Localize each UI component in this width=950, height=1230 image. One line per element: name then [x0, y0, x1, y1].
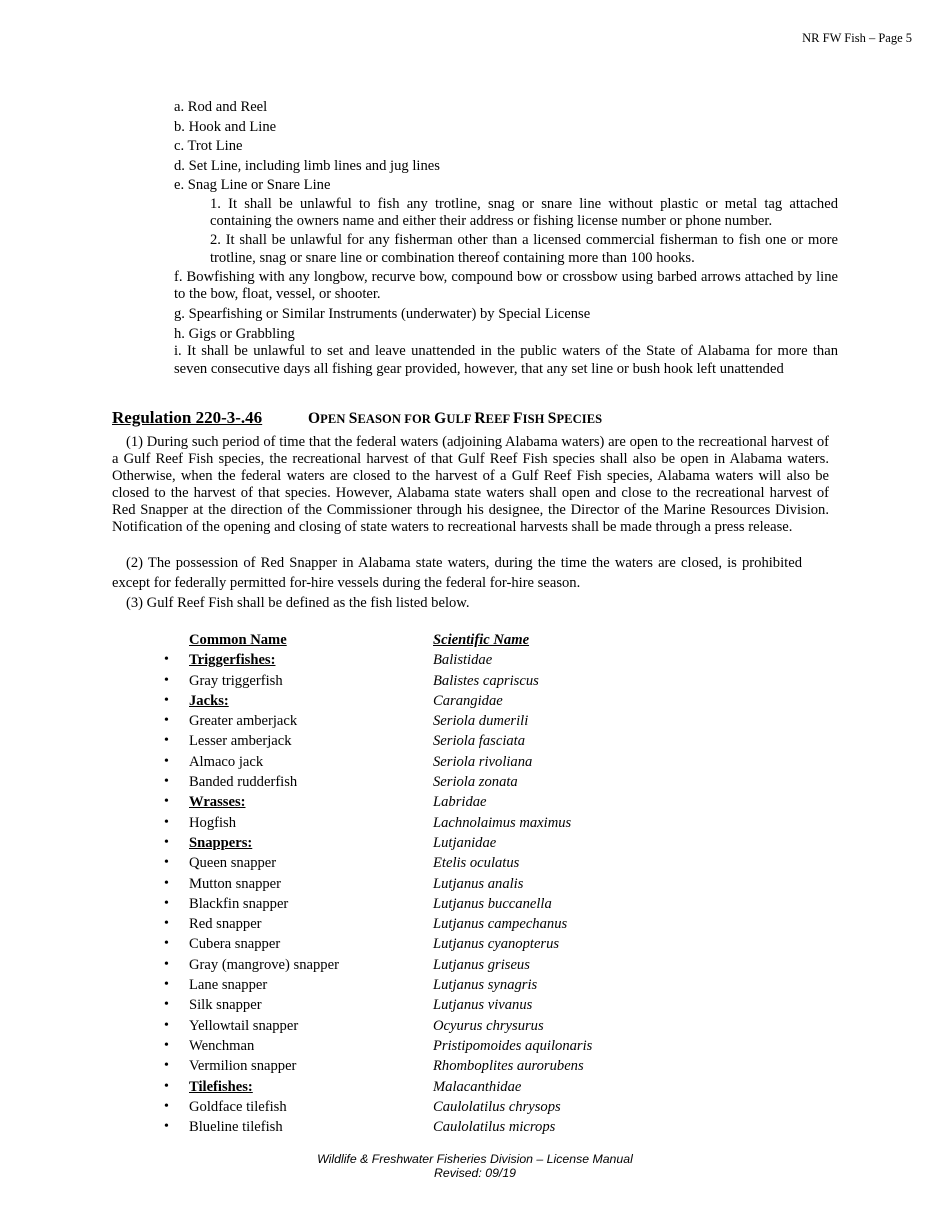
- scientific-name: Labridae: [433, 794, 487, 811]
- scientific-name: Lutjanus buccanella: [433, 895, 552, 912]
- scientific-name: Caulolatilus microps: [433, 1119, 556, 1136]
- column-header-scientific-name: Scientific Name: [433, 632, 530, 648]
- bullet-icon: •: [164, 997, 169, 1013]
- gear-item-a: a. Rod and Reel: [174, 99, 268, 115]
- common-name: Jacks:: [189, 692, 229, 709]
- species-row: [160, 956, 720, 976]
- species-table: [160, 631, 720, 1138]
- species-group-row: [160, 834, 720, 854]
- scientific-name: Lutjanus analis: [433, 875, 524, 892]
- bullet-icon: •: [164, 1058, 169, 1074]
- common-name: Wenchman: [189, 1037, 255, 1054]
- scientific-name: Seriola rivoliana: [433, 753, 533, 770]
- species-row: [160, 935, 720, 955]
- column-header-common-name: Common Name: [189, 632, 287, 648]
- common-name: Wrasses:: [189, 794, 246, 811]
- common-name: Cubera snapper: [189, 936, 281, 953]
- species-group-row: [160, 1078, 720, 1098]
- scientific-name: Lachnolaimus maximus: [433, 814, 572, 831]
- common-name: Red snapper: [189, 916, 262, 933]
- species-row: [160, 895, 720, 915]
- scientific-name: Ocyurus chrysurus: [433, 1017, 544, 1034]
- species-group-row: [160, 651, 720, 671]
- species-row: [160, 1017, 720, 1037]
- species-row: [160, 712, 720, 732]
- common-name: Greater amberjack: [189, 713, 298, 730]
- common-name: Lane snapper: [189, 977, 268, 994]
- common-name: Snappers:: [189, 834, 253, 851]
- common-name: Hogfish: [189, 814, 237, 831]
- common-name: Yellowtail snapper: [189, 1017, 299, 1034]
- common-name: Vermilion snapper: [189, 1058, 297, 1075]
- scientific-name: Balistidae: [433, 652, 493, 669]
- bullet-icon: •: [164, 936, 169, 952]
- scientific-name: Lutjanus cyanopterus: [433, 936, 560, 953]
- gear-item-e1: 1. It shall be unlawful to fish any trotline, snag or snare line without plastic or metal tag attached containing the owners name and either their address or fishing license number or phone number.: [210, 195, 838, 230]
- scientific-name: Pristipomoides aquilonaris: [433, 1037, 593, 1054]
- scientific-name: Seriola dumerili: [433, 713, 529, 730]
- species-row: [160, 1037, 720, 1057]
- common-name: Queen snapper: [189, 855, 277, 872]
- bullet-icon: •: [164, 875, 169, 891]
- species-row: [160, 915, 720, 935]
- gear-item-c: c. Trot Line: [174, 138, 243, 154]
- scientific-name: Etelis oculatus: [433, 855, 520, 872]
- bullet-icon: •: [164, 774, 169, 790]
- scientific-name: Seriola fasciata: [433, 733, 526, 750]
- species-group-row: [160, 793, 720, 813]
- gear-item-h: h. Gigs or Grabbling: [174, 325, 295, 342]
- scientific-name: Lutjanus vivanus: [433, 997, 533, 1014]
- species-row: [160, 1057, 720, 1077]
- footer-line-2: Revised: 09/19: [433, 1166, 517, 1180]
- species-row: [160, 753, 720, 773]
- common-name: Mutton snapper: [189, 875, 282, 892]
- species-row: [160, 996, 720, 1016]
- regulation-title: OPEN SEASON FOR GULF REEF FISH SPECIES: [308, 410, 603, 427]
- scientific-name: Lutjanidae: [433, 834, 497, 851]
- species-row: [160, 875, 720, 895]
- regulation-paragraph-3: (3) Gulf Reef Fish shall be defined as the fish listed below.: [126, 595, 470, 611]
- bullet-icon: •: [164, 713, 169, 729]
- species-row: [160, 814, 720, 834]
- scientific-name: Malacanthidae: [433, 1078, 522, 1095]
- species-group-row: [160, 692, 720, 712]
- common-name: Tilefishes:: [189, 1078, 253, 1095]
- gear-item-e: e. Snag Line or Snare Line: [174, 177, 331, 193]
- scientific-name: Rhomboplites aurorubens: [433, 1058, 584, 1075]
- bullet-icon: •: [164, 956, 169, 972]
- common-name: Almaco jack: [189, 753, 264, 770]
- scientific-name: Caulolatilus chrysops: [433, 1098, 561, 1115]
- species-row: [160, 672, 720, 692]
- common-name: Gray (mangrove) snapper: [189, 956, 339, 973]
- scientific-name: Lutjanus campechanus: [433, 916, 568, 933]
- footer-line-1: Wildlife & Freshwater Fisheries Division – License Manual: [317, 1152, 633, 1166]
- bullet-icon: •: [164, 753, 169, 769]
- species-row: [160, 854, 720, 874]
- bullet-icon: •: [164, 1078, 169, 1094]
- regulation-paragraph-1: (1) During such period of time that the federal waters (adjoining Alabama waters) are open to the recreational harvest of a Gulf Reef Fish species, the recreational harvest of that Gulf Reef Fish species shall also be open in Alabama waters. Otherwise, when the federal waters are closed to the harvest of a Gulf Reef Fish species, Alabama waters will also be closed to the harvest of that species. However, Alabama state waters shall open and close to the recreational harvest of Red Snapper at the direction of the Commissioner through his designee, the Director of the Marine Resources Division. Notification of the opening and closing of state waters to recreational harvests shall be made through a press release.: [112, 434, 829, 535]
- gear-item-i: i. It shall be unlawful to set and leave unattended in the public waters of the State of Alabama for more than seven consecutive days all fishing gear provided, however, that any set line or bush hook left unattended: [174, 342, 838, 377]
- bullet-icon: •: [164, 977, 169, 993]
- common-name: Lesser amberjack: [189, 733, 292, 750]
- species-row: [160, 773, 720, 793]
- common-name: Gray triggerfish: [189, 672, 283, 689]
- common-name: Blackfin snapper: [189, 895, 289, 912]
- gear-item-d: d. Set Line, including limb lines and jug lines: [174, 157, 440, 174]
- bullet-icon: •: [164, 652, 169, 668]
- species-row: [160, 732, 720, 752]
- regulation-paragraph-2: (2) The possession of Red Snapper in Alabama state waters, during the time the waters are closed, is prohibited except for federally permitted for-hire vessels during the federal for-hire season.: [112, 555, 802, 591]
- scientific-name: Carangidae: [433, 692, 503, 709]
- page-header: NR FW Fish – Page 5: [802, 31, 912, 45]
- bullet-icon: •: [164, 1017, 169, 1033]
- bullet-icon: •: [164, 794, 169, 810]
- gear-item-f: f. Bowfishing with any longbow, recurve bow, compound bow or crossbow using barbed arrows attached by line to the bow, float, vessel, or shooter.: [174, 268, 838, 303]
- bullet-icon: •: [164, 1119, 169, 1135]
- species-row: [160, 976, 720, 996]
- bullet-icon: •: [164, 895, 169, 911]
- scientific-name: Balistes capriscus: [433, 672, 539, 689]
- common-name: Goldface tilefish: [189, 1098, 287, 1115]
- bullet-icon: •: [164, 834, 169, 850]
- regulation-heading: [112, 409, 852, 433]
- common-name: Blueline tilefish: [189, 1119, 283, 1136]
- bullet-icon: •: [164, 672, 169, 688]
- regulation-number: Regulation 220-3-.46: [112, 408, 263, 427]
- scientific-name: Lutjanus synagris: [433, 977, 538, 994]
- gear-item-e2: 2. It shall be unlawful for any fisherman other than a licensed commercial fisherman to fish one or more trotline, snag or snare line or combination thereof containing more than 100 hooks.: [210, 232, 838, 266]
- common-name: Silk snapper: [189, 997, 262, 1014]
- species-row: [160, 1098, 720, 1118]
- bullet-icon: •: [164, 1098, 169, 1114]
- bullet-icon: •: [164, 733, 169, 749]
- bullet-icon: •: [164, 855, 169, 871]
- bullet-icon: •: [164, 692, 169, 708]
- common-name: Triggerfishes:: [189, 652, 276, 669]
- bullet-icon: •: [164, 814, 169, 830]
- gear-item-g: g. Spearfishing or Similar Instruments (underwater) by Special License: [174, 306, 591, 323]
- gear-item-b: b. Hook and Line: [174, 118, 277, 135]
- bullet-icon: •: [164, 916, 169, 932]
- scientific-name: Seriola zonata: [433, 774, 518, 791]
- page-footer: [0, 1152, 950, 1180]
- common-name: Banded rudderfish: [189, 774, 298, 791]
- scientific-name: Lutjanus griseus: [433, 956, 530, 973]
- species-row: [160, 1118, 720, 1138]
- gear-list: [174, 98, 838, 379]
- bullet-icon: •: [164, 1037, 169, 1053]
- species-table-header: [160, 631, 720, 651]
